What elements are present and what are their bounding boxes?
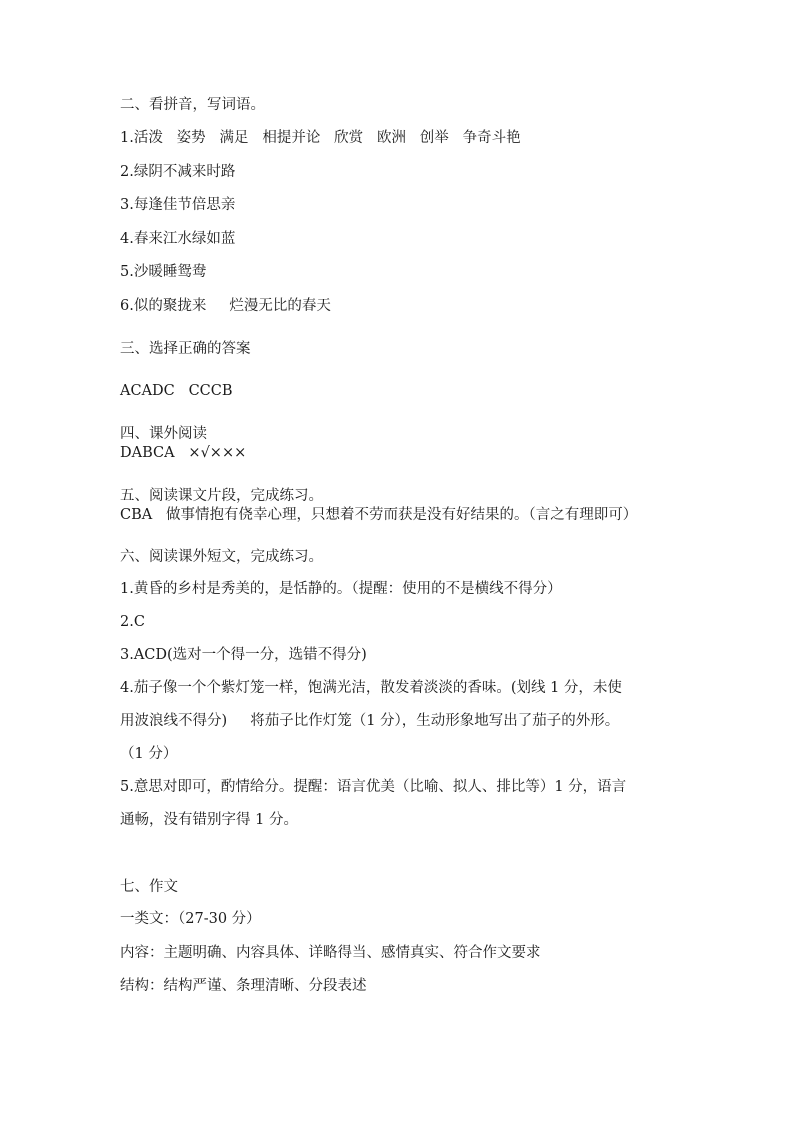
section-6-item: 3.ACD(选对一个得一分，选错不得分) (120, 647, 367, 663)
section-6-item: 用波浪线不得分) 将茄子比作灯笼（1 分），生动形象地写出了茄子的外形。 (120, 713, 620, 729)
section-7-heading: 七、作文 (120, 879, 178, 895)
section-7-item: 内容：主题明确、内容具体、详略得当、感情真实、符合作文要求 (120, 945, 541, 961)
section-4-answer: DABCA ×√××× (120, 445, 247, 461)
section-7-item: 一类文：（27-30 分） (120, 911, 261, 927)
section-5-heading: 五、阅读课文片段，完成练习。 (120, 488, 323, 504)
section-3-answer: ACADC CCCB (120, 383, 233, 399)
section-6-item: 2.C (120, 614, 145, 630)
section-2-item: 6.似的聚拢来 烂漫无比的春天 (120, 298, 331, 314)
section-7-item: 结构：结构严谨、条理清晰、分段表述 (120, 978, 367, 994)
section-2-item: 4.春来江水绿如蓝 (120, 231, 236, 247)
section-2-item: 3.每逢佳节倍思亲 (120, 197, 236, 213)
section-6-item: 1.黄昏的乡村是秀美的，是恬静的。（提醒：使用的不是横线不得分） (120, 581, 562, 597)
section-4-heading: 四、课外阅读 (120, 426, 207, 442)
section-6-item: 5.意思对即可，酌情给分。提醒：语言优美（比喻、拟人、排比等）1 分，语言 (120, 779, 627, 795)
section-2-item: 1.活泼 姿势 满足 相提并论 欣赏 欧洲 创举 争奇斗艳 (120, 130, 521, 146)
section-2-item: 2.绿阴不减来时路 (120, 164, 236, 180)
section-6-item: 通畅，没有错别字得 1 分。 (120, 812, 298, 828)
section-5-answer: CBA 做事情抱有侥幸心理，只想着不劳而获是没有好结果的。（言之有理即可） (120, 507, 638, 523)
section-3-heading: 三、选择正确的答案 (120, 341, 251, 357)
section-6-item: （1 分） (120, 746, 178, 762)
section-6-heading: 六、阅读课外短文，完成练习。 (120, 549, 323, 565)
section-2-heading: 二、看拼音，写词语。 (120, 97, 265, 113)
section-2-item: 5.沙暖睡鸳鸯 (120, 264, 207, 280)
section-6-item: 4.茄子像一个个紫灯笼一样，饱满光洁，散发着淡淡的香味。(划线 1 分，未使 (120, 680, 622, 696)
